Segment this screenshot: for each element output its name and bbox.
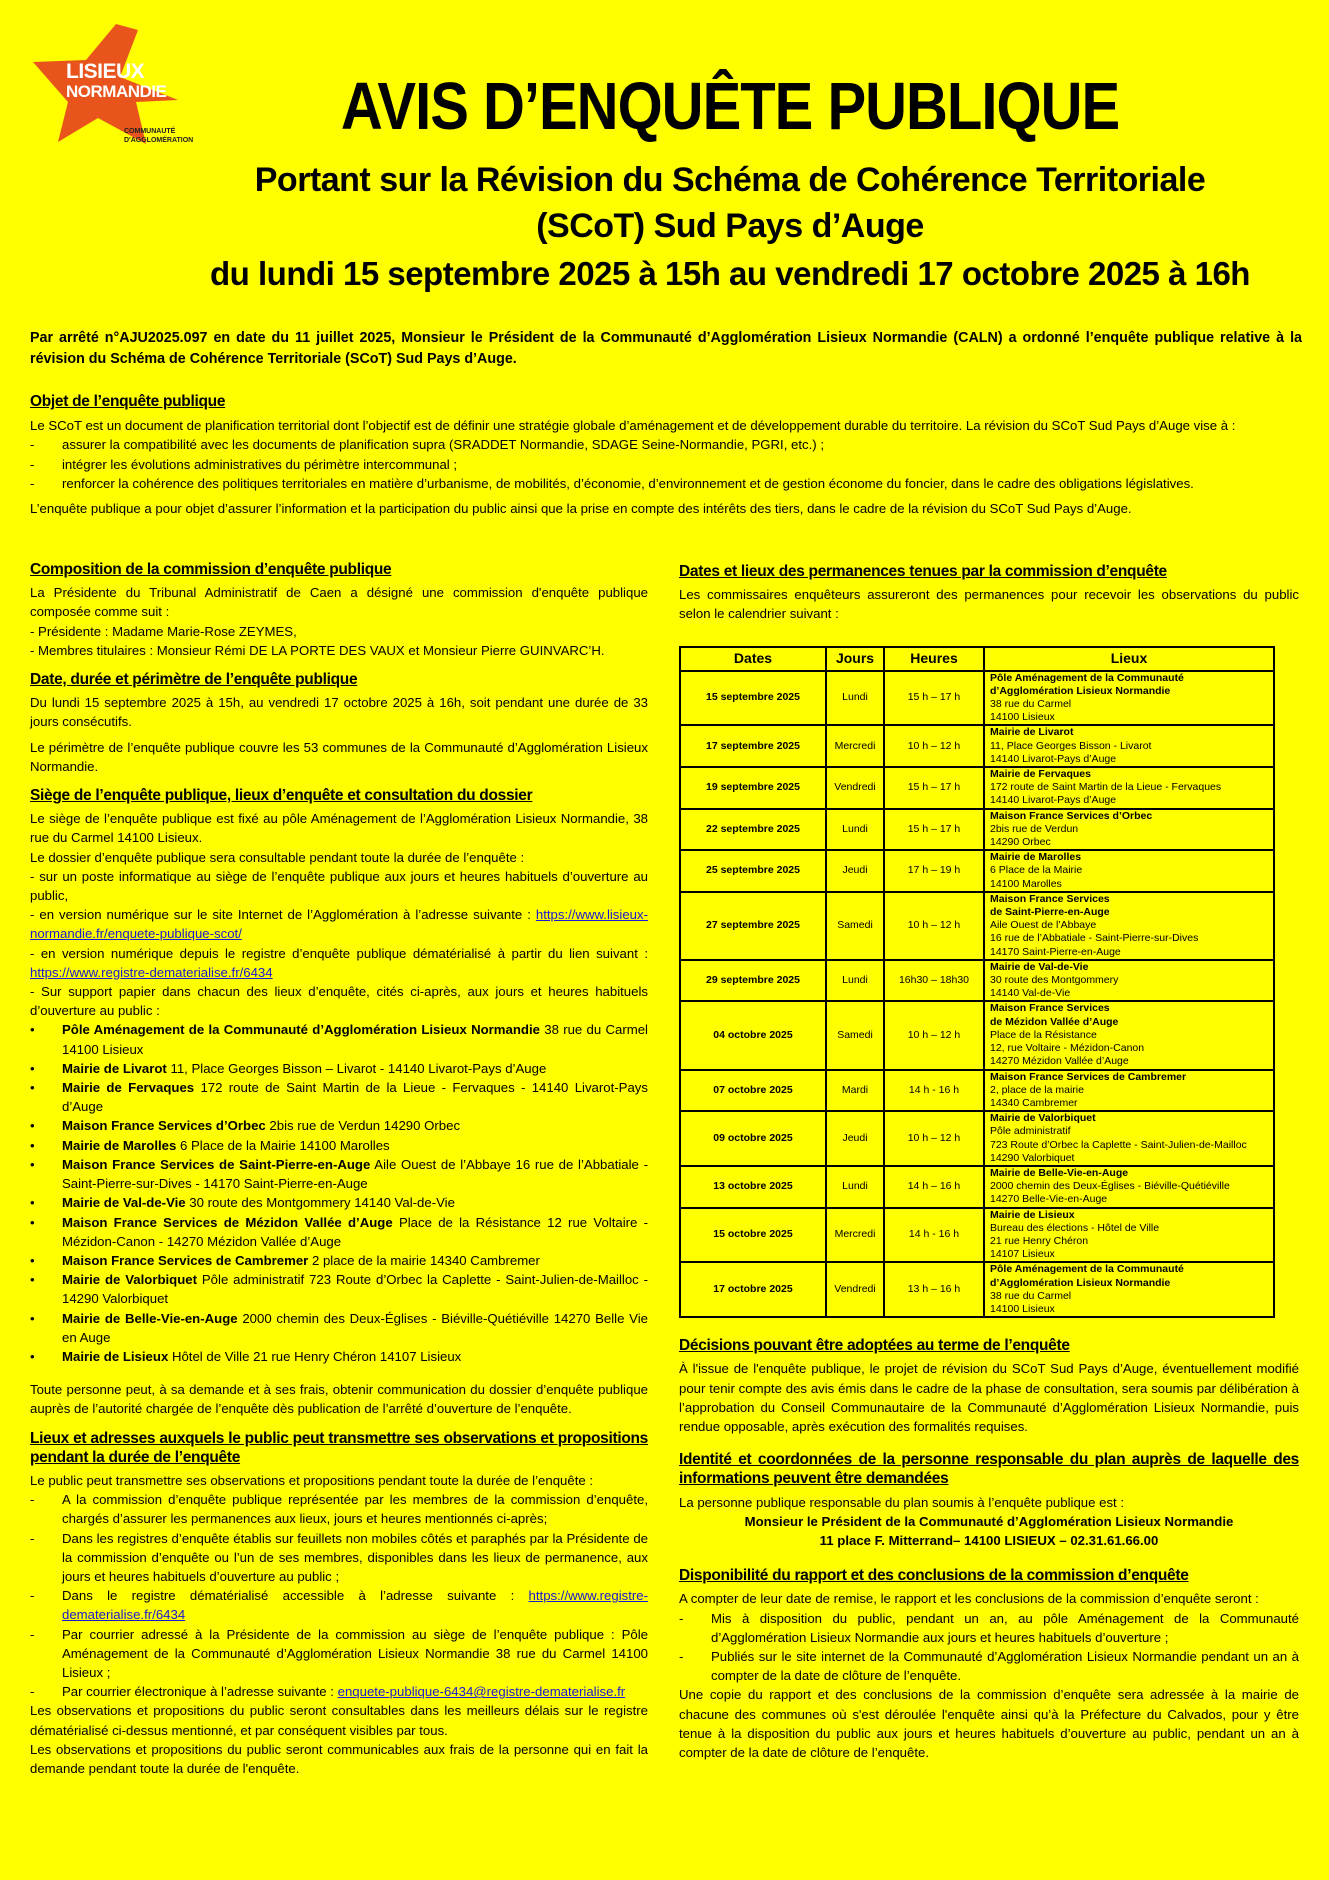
- cell-place: [984, 850, 1274, 892]
- cell-day: Samedi: [826, 1001, 884, 1069]
- cell-hours: 10 h – 12 h: [884, 725, 984, 767]
- place-line: 16 rue de l’Abbatiale - Saint-Pierre-sur-Dives: [990, 932, 1199, 945]
- place-line: 14170 Saint-Pierre-en-Auge: [990, 945, 1121, 958]
- cell-place: [984, 1111, 1274, 1166]
- list-item: - A la commission d’enquête publique représentée par les membres de la commission d’enquête, chargés d’assurer les permanences aux lieux, jours et heures mentionnés ci-après;: [30, 1492, 648, 1527]
- cell-date: 09 octobre 2025: [680, 1111, 826, 1166]
- place-line: 12, rue Voltaire - Mézidon-Canon: [990, 1042, 1145, 1055]
- place-line: 14270 Mézidon Vallée d’Auge: [990, 1055, 1129, 1068]
- cell-place: [984, 1166, 1274, 1208]
- objet-section: [30, 392, 1302, 518]
- cell-hours: 14 h – 16 h: [884, 1166, 984, 1208]
- list-item: • Mairie de Valorbiquet Pôle administratif 723 Route d’Orbec la Caplette - Saint-Julien-de-Mailloc - 14290 Valorbiquet: [30, 1272, 648, 1307]
- place-line: 14140 Livarot-Pays d’Auge: [990, 794, 1117, 807]
- table-row: [680, 1208, 1274, 1263]
- list-item: • Pôle Aménagement de la Communauté d’Agglomération Lisieux Normandie 38 rue du Carmel 14100 Lisieux: [30, 1022, 648, 1057]
- place-line: Bureau des élections - Hôtel de Ville: [990, 1221, 1160, 1234]
- table-row: [680, 725, 1274, 767]
- place-line: 14340 Cambremer: [990, 1096, 1078, 1109]
- cell-date: 17 octobre 2025: [680, 1262, 826, 1317]
- list-item: • Mairie de Belle-Vie-en-Auge 2000 chemin des Deux-Églises - Biéville-Quétiéville 14270 Belle Vie en Auge: [30, 1310, 648, 1345]
- cell-hours: 15 h – 17 h: [884, 671, 984, 726]
- place-line: Mairie de Fervaques: [990, 768, 1091, 781]
- place-line: Mairie de Val-de-Vie: [990, 960, 1089, 973]
- table-row: [680, 850, 1274, 892]
- cell-date: 07 octobre 2025: [680, 1070, 826, 1112]
- permanences-table: [679, 646, 1275, 1319]
- cell-date: 15 octobre 2025: [680, 1208, 826, 1263]
- table-row: [680, 1001, 1274, 1069]
- cell-date: 27 septembre 2025: [680, 892, 826, 960]
- place-line: de Saint-Pierre-en-Auge: [990, 906, 1110, 919]
- place-line: Aile Ouest de l’Abbaye: [990, 919, 1097, 932]
- objet-item: - renforcer la cohérence des politiques territoriales en matière d’urbanisme, de mobilités, d’économie, d’environnement et de gestion économe du foncier, dans le cadre des obligations législatives.: [30, 476, 1194, 491]
- list-item: • Mairie de Val-de-Vie 30 route des Montgommery 14140 Val-de-Vie: [30, 1195, 455, 1211]
- cell-day: Lundi: [826, 960, 884, 1002]
- email-link[interactable]: enquete-publique-6434@registre-dematerialise.fr: [337, 1684, 626, 1700]
- cell-date: 22 septembre 2025: [680, 809, 826, 851]
- duree-p1: Du lundi 15 septembre 2025 à 15h, au vendredi 17 octobre 2025 à 16h, soit pendant une durée de 33 jours consécutifs.: [30, 695, 648, 730]
- col-jours: Jours: [826, 647, 884, 671]
- site-link[interactable]: https://www.lisieux-normandie.fr/enquete-publique-scot/: [30, 907, 648, 942]
- objet-item: - assurer la compatibilité avec les documents de planification supra (SRADDET Normandie, SDAGE Seine-Normandie, PGRI, etc.) ;: [30, 437, 825, 452]
- list-item: • Mairie de Marolles 6 Place de la Mairie 14100 Marolles: [30, 1137, 390, 1153]
- cell-date: 13 octobre 2025: [680, 1166, 826, 1208]
- place-line: 38 rue du Carmel: [990, 1289, 1072, 1302]
- cell-hours: 15 h – 17 h: [884, 809, 984, 851]
- logo-line1: LISIEUX: [66, 60, 145, 83]
- list-item: - Dans le registre dématérialisé accessible à l’adresse suivante : https://www.registre-dematerialise.fr/6434: [30, 1588, 648, 1623]
- list-item: - Dans les registres d’enquête établis sur feuillets non mobiles côtés et paraphés par la Présidente de la commission d’enquête ou l’un de ses membres, disponibles dans les lieux de permanence, aux jours et heures habituels d’ouverture au public ;: [30, 1530, 648, 1584]
- cell-date: 15 septembre 2025: [680, 671, 826, 726]
- identite-address: 11 place F. Mitterrand– 14100 LISIEUX – 02.31.61.66.00: [819, 1532, 1159, 1548]
- list-item: - Mis à disposition du public, pendant un an, au pôle Aménagement de la Communauté d’Agglomération Lisieux Normandie aux jours et heures habituels d’ouverture ;: [679, 1610, 1299, 1645]
- table-row: [680, 1166, 1274, 1208]
- place-line: 21 rue Henry Chéron: [990, 1234, 1089, 1247]
- siege-p7: Toute personne peut, à sa demande et à ses frais, obtenir communication du dossier d’enquête publique auprès de l’autorité chargée de l’enquête dès publication de l’arrêté d’ouverture de l’enquête.: [30, 1382, 648, 1417]
- place-line: d’Agglomération Lisieux Normandie: [990, 1276, 1171, 1289]
- place-line: 2, place de la mairie: [990, 1083, 1084, 1096]
- table-row: [680, 892, 1274, 960]
- siege-p3: - sur un poste informatique au siège de l’enquête publique aux jours et heures habituels d’ouverture au public,: [30, 868, 648, 904]
- right-column: [679, 562, 1299, 1762]
- cell-hours: 17 h – 19 h: [884, 850, 984, 892]
- cell-day: Vendredi: [826, 1262, 884, 1317]
- place-line: 38 rue du Carmel: [990, 698, 1072, 711]
- cell-date: 04 octobre 2025: [680, 1001, 826, 1069]
- place-line: Maison France Services de Cambremer: [990, 1070, 1187, 1083]
- cell-day: Samedi: [826, 892, 884, 960]
- intro-paragraph: Par arrêté n°AJU2025.097 en date du 11 juillet 2025, Monsieur le Président de la Communauté d’Agglomération Lisieux Normandie (CALN) a ordonné l’enquête publique relative à la révision du Schéma de Cohérence Territoriale (SCoT) Sud Pays d’Auge.: [30, 330, 1302, 367]
- cell-place: [984, 960, 1274, 1002]
- list-item: • Maison France Services de Mézidon Vallée d’Auge Place de la Résistance 12 rue Voltaire - Mézidon-Canon - 14270 Mézidon Vallée d’Auge: [30, 1214, 649, 1249]
- cell-place: [984, 1070, 1274, 1112]
- siege-p1: Le siège de l’enquête publique est fixé au pôle Aménagement de l’Agglomération Lisieux Normandie, 38 rue du Carmel 14100 Lisieux.: [30, 811, 648, 846]
- composition-text: La Présidente du Tribunal Administratif de Caen a désigné une commission d'enquête publique composée comme suit :: [30, 585, 648, 620]
- list-item: • Maison France Services de Cambremer 2 place de la mairie 14340 Cambremer: [30, 1252, 540, 1268]
- place-line: 723 Route d’Orbec la Caplette - Saint-Julien-de-Mailloc: [990, 1138, 1247, 1151]
- place-line: 14100 Lisieux: [990, 1302, 1055, 1315]
- col-dates: Dates: [680, 647, 826, 671]
- identite-name: Monsieur le Président de la Communauté d’Agglomération Lisieux Normandie: [744, 1513, 1234, 1529]
- duree-heading: Date, durée et périmètre de l’enquête publique: [30, 671, 358, 689]
- registre-link[interactable]: https://www.registre-dematerialise.fr/6434: [30, 964, 273, 980]
- page-title: AVIS D’ENQUÊTE PUBLIQUE: [340, 69, 1120, 144]
- place-line: Pôle administratif: [990, 1125, 1071, 1138]
- cell-place: [984, 671, 1274, 726]
- cell-date: 29 septembre 2025: [680, 960, 826, 1002]
- places-list: [30, 1020, 648, 1366]
- col-heures: Heures: [884, 647, 984, 671]
- cell-day: Lundi: [826, 1166, 884, 1208]
- place-line: 11, Place Georges Bisson - Livarot: [990, 739, 1152, 752]
- cell-place: [984, 1262, 1274, 1317]
- header: [180, 68, 1280, 293]
- cell-hours: 13 h – 16 h: [884, 1262, 984, 1317]
- place-line: 14290 Orbec: [990, 836, 1051, 849]
- siege-p6: - Sur support papier dans chacun des lieux d’enquête, cités ci-après, aux jours et heures habituels d’ouverture au public :: [30, 984, 648, 1019]
- place-line: d’Agglomération Lisieux Normandie: [990, 684, 1171, 697]
- objet-item: - intégrer les évolutions administratives du périmètre intercommunal ;: [30, 456, 458, 472]
- list-item: - Publiés sur le site internet de la Communauté d’Agglomération Lisieux Normandie pendant un an à compter de la date de clôture de l’enquête.: [679, 1649, 1299, 1684]
- composition-heading: Composition de la commission d’enquête publique: [30, 561, 392, 578]
- place-line: 2bis rue de Verdun: [990, 822, 1079, 835]
- place-line: 14100 Marolles: [990, 877, 1062, 890]
- date-range: du lundi 15 septembre 2025 à 15h au vendredi 17 octobre 2025 à 16h: [210, 255, 1250, 292]
- cell-hours: 10 h – 12 h: [884, 1001, 984, 1069]
- siege-heading: Siège de l’enquête publique, lieux d’enquête et consultation du dossier: [30, 787, 533, 805]
- place-line: 30 route des Montgommery: [990, 974, 1119, 987]
- list-item: • Mairie de Livarot 11, Place Georges Bisson – Livarot - 14140 Livarot-Pays d’Auge: [30, 1060, 547, 1076]
- list-item: • Maison France Services d’Orbec 2bis rue de Verdun 14290 Orbec: [30, 1118, 461, 1134]
- table-row: [680, 809, 1274, 851]
- cell-place: [984, 1208, 1274, 1263]
- logo-line2: NORMANDIE: [66, 82, 167, 101]
- subtitle-2: (SCoT) Sud Pays d’Auge: [536, 207, 924, 245]
- objet-text: Le SCoT est un document de planification territorial dont l’objectif est de définir une stratégie globale d’aménagement et de développement durable du territoire. La révision du SCoT Sud Pays d’Auge vise à :: [30, 417, 1236, 433]
- cell-hours: 10 h – 12 h: [884, 892, 984, 960]
- duree-p2: Le périmètre de l’enquête publique couvre les 53 communes de la Communauté d’Agglomération Lisieux Normandie.: [30, 739, 648, 774]
- cell-place: [984, 1001, 1274, 1069]
- table-row: [680, 960, 1274, 1002]
- cell-day: Lundi: [826, 809, 884, 851]
- list-item: • Mairie de Lisieux Hôtel de Ville 21 rue Henry Chéron 14107 Lisieux: [30, 1348, 462, 1364]
- table-header: [680, 647, 1274, 671]
- cell-place: [984, 725, 1274, 767]
- cell-date: 19 septembre 2025: [680, 767, 826, 809]
- place-line: Mairie de Valorbiquet: [990, 1112, 1096, 1125]
- place-line: 2000 chemin des Deux-Églises - Biéville-Quétiéville: [990, 1180, 1230, 1193]
- decisions-heading: Décisions pouvant être adoptées au terme de l’enquête: [679, 1337, 1070, 1355]
- col-lieux: Lieux: [984, 647, 1274, 671]
- place-line: 14100 Lisieux: [990, 711, 1055, 724]
- observations-heading: Lieux et adresses auxquels le public peut transmettre ses observations et propositions pendant la durée de l’enquête: [30, 1429, 648, 1466]
- place-line: Pôle Aménagement de la Communauté: [990, 1263, 1184, 1276]
- rapport-closing: Une copie du rapport et des conclusions de la commission d’enquête sera adressée à la mairie de chacune des communes où s'est déroulée l'enquête ainsi qu’à la Préfecture du Calvados, pour y être tenue à la disposition du public aux jours et heures habituels d’ouverture au public, pendant un an à compter de la date de clôture de l’enquête.: [679, 1687, 1299, 1761]
- table-row: [680, 1262, 1274, 1317]
- place-line: Maison France Services: [990, 1002, 1110, 1015]
- place-line: Mairie de Livarot: [990, 726, 1074, 739]
- place-line: 14140 Val-de-Vie: [990, 987, 1071, 1000]
- cell-place: [984, 767, 1274, 809]
- place-line: de Mézidon Vallée d’Auge: [990, 1015, 1119, 1028]
- siege-p4: - en version numérique sur le site Internet de l’Agglomération à l’adresse suivante : https://www.lisieux-normandie.fr/enquete-publique-scot/: [30, 907, 648, 942]
- cell-day: Mercredi: [826, 725, 884, 767]
- decisions-text: À l'issue de l'enquête publique, le projet de révision du SCoT Sud Pays d’Auge, éventuellement modifié pour tenir compte des avis émis dans le cadre de la phase de consultation, sera soumis par délibération à l’approbation du Conseil Communautaire de la Communauté d’Agglomération Lisieux Normandie, puis rendue opposable, après exécution des formalités requises.: [679, 1361, 1299, 1434]
- left-column: [30, 560, 648, 1778]
- place-line: Place de la Résistance: [990, 1028, 1097, 1041]
- place-line: Maison France Services d’Orbec: [990, 809, 1153, 822]
- place-line: 172 route de Saint Martin de la Lieue - Fervaques: [990, 781, 1222, 794]
- cell-place: [984, 809, 1274, 851]
- cell-day: Mercredi: [826, 1208, 884, 1263]
- composition-line1: - Présidente : Madame Marie-Rose ZEYMES,: [30, 623, 297, 639]
- rapport-text: A compter de leur date de remise, le rapport et les conclusions de la commission d’enquête seront :: [679, 1591, 1259, 1607]
- place-line: Mairie de Lisieux: [990, 1208, 1075, 1221]
- table-row: [680, 767, 1274, 809]
- cell-hours: 10 h – 12 h: [884, 1111, 984, 1166]
- identite-text: La personne publique responsable du plan soumis à l’enquête publique est :: [679, 1494, 1125, 1510]
- siege-p5: - en version numérique depuis le registre d’enquête publique dématérialisé à partir du lien suivant : https://www.registre-dematerialise.fr/6434: [30, 945, 648, 980]
- list-item: • Mairie de Fervaques 172 route de Saint Martin de la Lieue - Fervaques - 14140 Livarot-Pays d’Auge: [30, 1080, 648, 1115]
- subtitle-1: Portant sur la Révision du Schéma de Cohérence Territoriale: [254, 161, 1206, 199]
- table-row: [680, 1111, 1274, 1166]
- cell-place: [984, 892, 1274, 960]
- observations-text: Le public peut transmettre ses observations et propositions pendant toute la durée de l’enquête :: [30, 1472, 594, 1488]
- logo-sub2: D'AGGLOMÉRATION: [124, 137, 194, 144]
- cell-day: Vendredi: [826, 767, 884, 809]
- registre-link-2[interactable]: https://www.registre-dematerialise.fr/6434: [62, 1588, 648, 1623]
- cell-day: Lundi: [826, 671, 884, 726]
- composition-line2: - Membres titulaires : Monsieur Rémi DE LA PORTE DES VAUX et Monsieur Pierre GUINVARC’H.: [30, 642, 605, 658]
- cell-date: 25 septembre 2025: [680, 850, 826, 892]
- table-row: [680, 671, 1274, 726]
- cell-day: Jeudi: [826, 850, 884, 892]
- place-line: 14290 Valorbiquet: [990, 1151, 1075, 1164]
- place-line: Mairie de Belle-Vie-en-Auge: [990, 1166, 1129, 1179]
- objet-heading: Objet de l’enquête publique: [30, 393, 226, 410]
- objet-closing: L’enquête publique a pour objet d’assurer l’information et la participation du public ainsi que la prise en compte des intérêts des tiers, dans le cadre de la révision du SCoT Sud Pays d’Auge.: [30, 500, 1132, 516]
- identite-heading: Identité et coordonnées de la personne responsable du plan auprès de laquelle des informations peuvent être demandées: [679, 1451, 1299, 1488]
- cell-hours: 15 h – 17 h: [884, 767, 984, 809]
- siege-p2: Le dossier d’enquête publique sera consultable pendant toute la durée de l’enquête :: [30, 849, 525, 865]
- place-line: 14270 Belle-Vie-en-Auge: [990, 1193, 1108, 1206]
- place-line: 14140 Livarot-Pays d’Auge: [990, 752, 1117, 765]
- table-row: [680, 1070, 1274, 1112]
- place-line: 14107 Lisieux: [990, 1248, 1055, 1261]
- permanences-heading: Dates et lieux des permanences tenues par la commission d’enquête: [679, 563, 1167, 580]
- cell-hours: 16h30 – 18h30: [884, 960, 984, 1002]
- place-line: Maison France Services: [990, 892, 1110, 905]
- list-item: - Par courrier adressé à la Présidente de la commission au siège de l’enquête publique : Pôle Aménagement de la Communauté d’Agglomération Lisieux Normandie 38 rue du Carmel 14100 Lisieux ;: [30, 1626, 648, 1680]
- place-line: Pôle Aménagement de la Communauté: [990, 671, 1184, 684]
- place-line: 6 Place de la Mairie: [990, 864, 1083, 877]
- permanences-text: Les commissaires enquêteurs assureront des permanences pour recevoir les observations du public selon le calendrier suivant :: [679, 587, 1299, 622]
- place-line: Mairie de Marolles: [990, 851, 1082, 864]
- cell-date: 17 septembre 2025: [680, 725, 826, 767]
- cell-day: Jeudi: [826, 1111, 884, 1166]
- rapport-heading: Disponibilité du rapport et des conclusions de la commission d’enquête: [679, 1567, 1189, 1585]
- logo-sub1: COMMUNAUTÉ: [124, 128, 176, 135]
- cell-hours: 14 h - 16 h: [884, 1208, 984, 1263]
- list-item: • Maison France Services de Saint-Pierre-en-Auge Aile Ouest de l’Abbaye 16 rue de l’Abbatiale - Saint-Pierre-sur-Dives - 14170 Saint-Pierre-en-Auge: [30, 1156, 648, 1192]
- cell-day: Mardi: [826, 1070, 884, 1112]
- observations-p2: Les observations et propositions du public seront communicables aux frais de la personne qui en fait la demande pendant toute la durée de l'enquête.: [30, 1741, 648, 1776]
- list-item: - Par courrier électronique à l’adresse suivante : enquete-publique-6434@registre-dematerialise.fr: [30, 1684, 626, 1700]
- observations-p1: Les observations et propositions du public seront consultables dans les meilleurs délais sur le registre dématérialisé ci-dessus mentionné, et par conséquent visibles par tous.: [30, 1703, 648, 1738]
- cell-hours: 14 h - 16 h: [884, 1070, 984, 1112]
